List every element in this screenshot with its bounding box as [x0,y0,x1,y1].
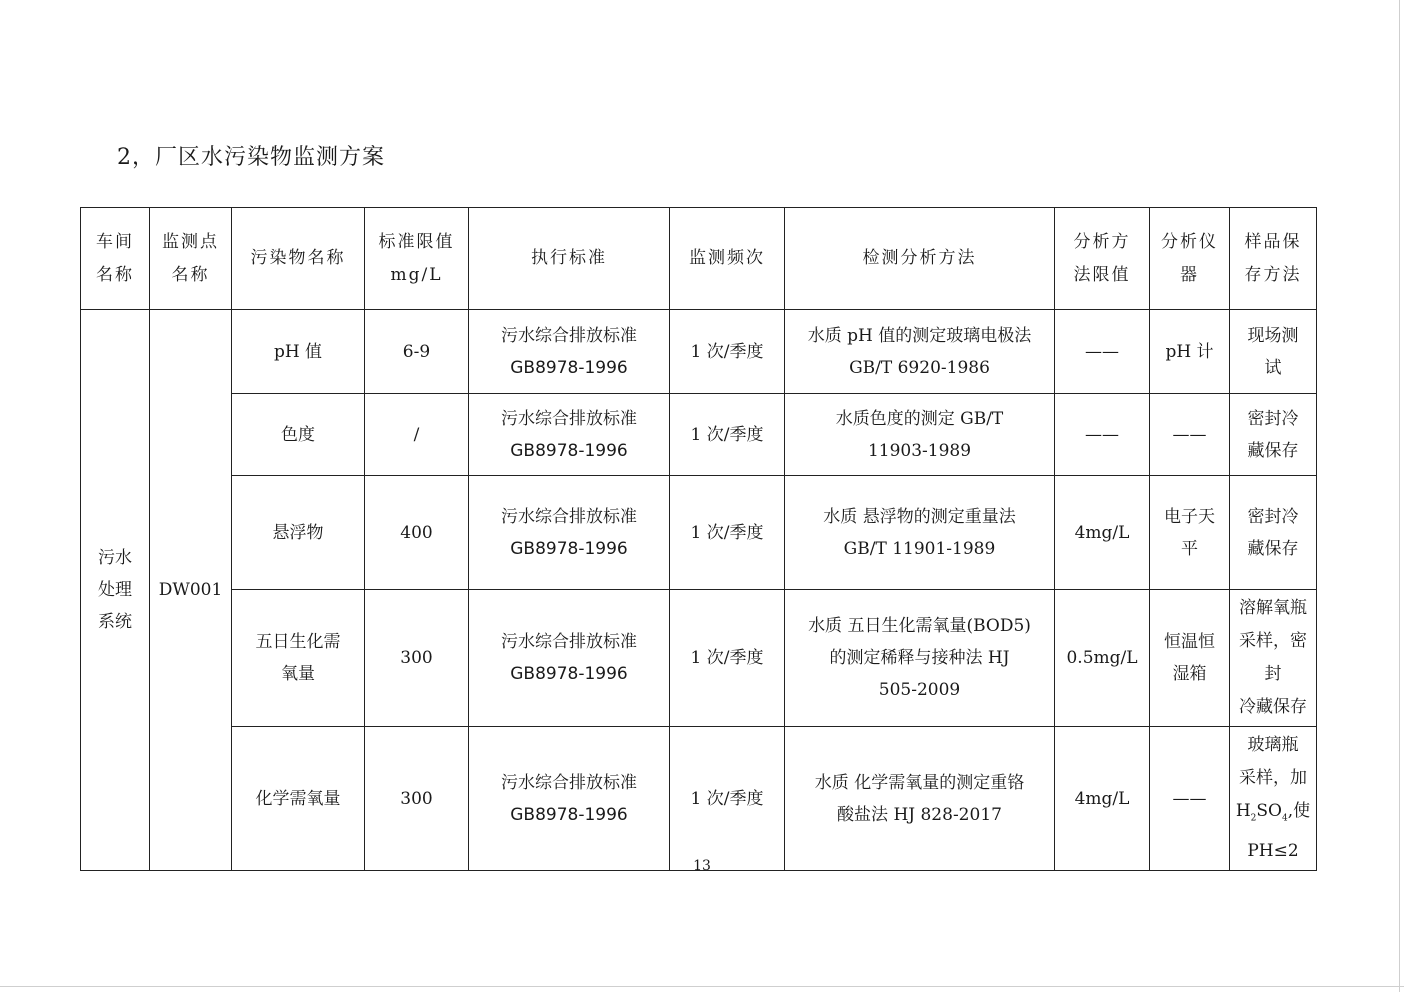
storage-cell: 现场测 试 [1230,310,1317,394]
storage-cell: 玻璃瓶 采样，加 $H_2SO_4$,使 PH≤2 [1230,727,1317,871]
instrument-cell: 恒温恒 湿箱 [1150,590,1230,727]
header-frequency: 监测频次 [670,208,785,310]
standard-cell: 污水综合排放标准 GB8978-1996 [469,590,670,727]
table-row [81,727,1317,871]
frequency-cell: 1 次/季度 [670,727,785,871]
header-instrument: 分析仪 器 [1150,208,1230,310]
page-edge-right [1399,0,1400,992]
pollutant-cell: 色度 [232,394,365,476]
method-limit-cell: 4mg/L [1055,727,1150,871]
pollutant-cell: pH 值 [232,310,365,394]
storage-cell: 溶解氧瓶 采样，密封 冷藏保存 [1230,590,1317,727]
method-limit-cell: —— [1055,310,1150,394]
frequency-cell: 1 次/季度 [670,590,785,727]
pollutant-cell: 化学需氧量 [232,727,365,871]
standard-cell: 污水综合排放标准 GB8978-1996 [469,727,670,871]
point-cell: DW001 [150,310,232,871]
pollutant-cell: 五日生化需 氧量 [232,590,365,727]
method-cell: 水质 pH 值的测定玻璃电极法 GB/T 6920-1986 [785,310,1055,394]
method-limit-cell: —— [1055,394,1150,476]
header-row [81,208,1317,310]
header-storage: 样品保 存方法 [1230,208,1317,310]
table-row [81,310,1317,394]
limit-cell: 300 [365,590,469,727]
monitoring-table [80,207,1317,871]
header-pollutant: 污染物名称 [232,208,365,310]
method-cell: 水质色度的测定 GB/T 11903-1989 [785,394,1055,476]
header-method-limit: 分析方 法限值 [1055,208,1150,310]
standard-cell: 污水综合排放标准 GB8978-1996 [469,394,670,476]
limit-cell: 6-9 [365,310,469,394]
limit-cell: 300 [365,727,469,871]
table-row [81,590,1317,727]
table-row [81,476,1317,590]
frequency-cell: 1 次/季度 [670,310,785,394]
header-point: 监测点 名称 [150,208,232,310]
standard-cell: 污水综合排放标准 GB8978-1996 [469,476,670,590]
method-limit-cell: 0.5mg/L [1055,590,1150,727]
frequency-cell: 1 次/季度 [670,476,785,590]
limit-cell: 400 [365,476,469,590]
storage-cell: 密封冷 藏保存 [1230,476,1317,590]
workshop-cell: 污水 处理 系统 [81,310,150,871]
storage-chem-formula: $H_2SO_4$,使 [1235,801,1311,824]
header-method: 检测分析方法 [785,208,1055,310]
instrument-cell: —— [1150,394,1230,476]
standard-cell: 污水综合排放标准 GB8978-1996 [469,310,670,394]
header-standard: 执行标准 [469,208,670,310]
instrument-cell: pH 计 [1150,310,1230,394]
page-number: 13 [693,858,711,874]
method-cell: 水质 化学需氧量的测定重铬 酸盐法 HJ 828-2017 [785,727,1055,871]
table-row [81,394,1317,476]
frequency-cell: 1 次/季度 [670,394,785,476]
header-workshop: 车间 名称 [81,208,150,310]
method-cell: 水质 悬浮物的测定重量法 GB/T 11901-1989 [785,476,1055,590]
pollutant-cell: 悬浮物 [232,476,365,590]
section-title: 2，厂区水污染物监测方案 [117,145,385,170]
instrument-cell: —— [1150,727,1230,871]
limit-cell: / [365,394,469,476]
page-edge-bottom [0,986,1404,987]
header-limit: 标准限值 mg/L [365,208,469,310]
storage-cell: 密封冷 藏保存 [1230,394,1317,476]
method-limit-cell: 4mg/L [1055,476,1150,590]
instrument-cell: 电子天 平 [1150,476,1230,590]
method-cell: 水质 五日生化需氧量(BOD5) 的测定稀释与接种法 HJ 505-2009 [785,590,1055,727]
